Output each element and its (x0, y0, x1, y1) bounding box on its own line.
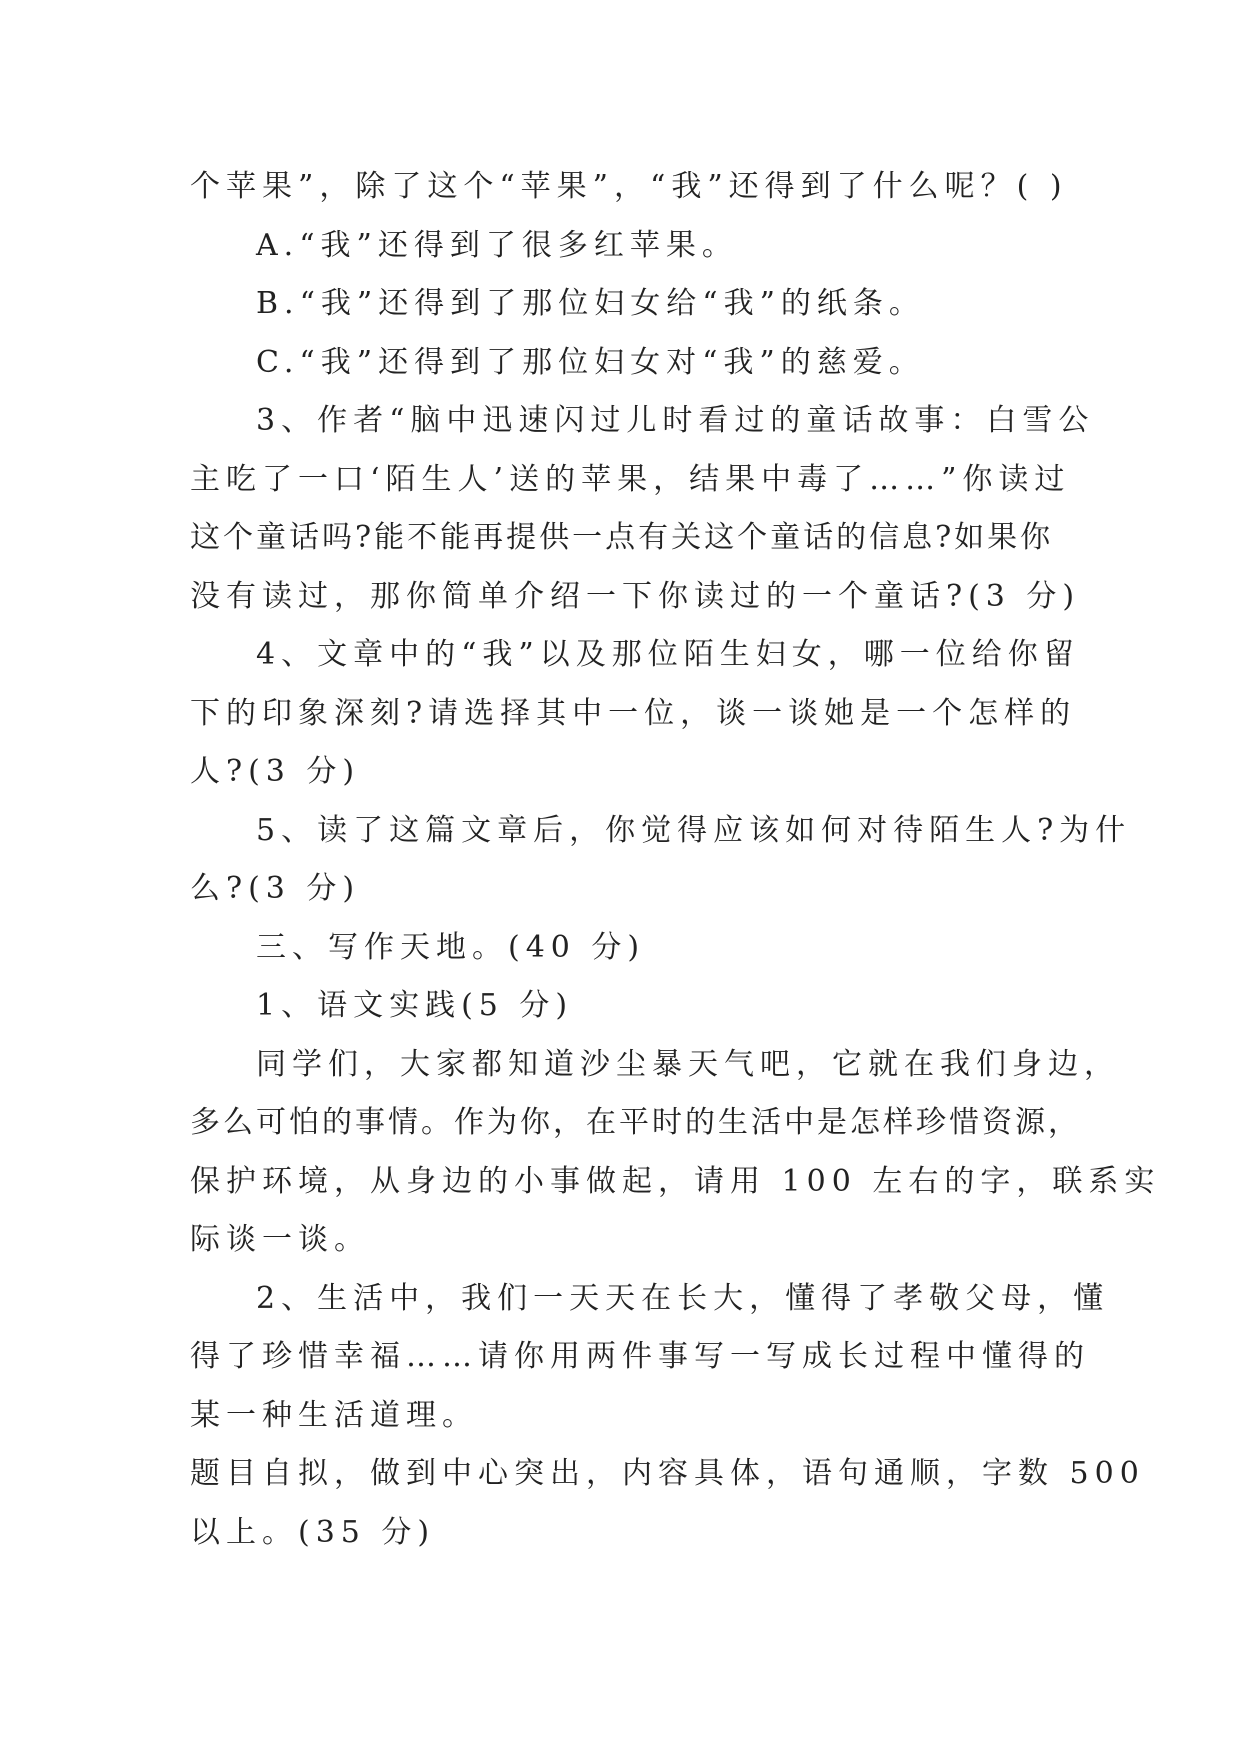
question-5: 5、读了这篇文章后，你觉得应该如何对待陌生人?为什 (256, 812, 1132, 848)
option-a: A.“我”还得到了很多红苹果。 (256, 227, 738, 263)
question-3: 3、作者“脑中迅速闪过儿时看过的童话故事：白雪公 (256, 403, 1095, 438)
text-line: 以上。(35 分) (190, 1514, 436, 1550)
text-line: 保护环境，从身边的小事做起，请用 100 左右的字，联系实 (190, 1163, 1161, 1199)
section-heading: 三、写作天地。(40 分) (256, 929, 646, 965)
document-page (190, 158, 1161, 1562)
text-line: 同学们，大家都知道沙尘暴天气吧，它就在我们身边， (256, 1046, 1120, 1082)
text-line: 主吃了一口‘陌生人’送的苹果，结果中毒了……”你读过 (190, 461, 1071, 497)
text-line: 人?(3 分) (190, 754, 361, 789)
subsection-heading: 1、语文实践(5 分) (256, 988, 574, 1023)
text-line: 这个童话吗?能不能再提供一点有关这个童话的信息?如果你 (190, 520, 1054, 555)
text-line: 多么可怕的事情。作为你，在平时的生活中是怎样珍惜资源， (190, 1105, 1081, 1140)
writing-task-2: 2、生活中，我们一天天在长大，懂得了孝敬父母，懂 (256, 1280, 1110, 1316)
question-4: 4、文章中的“我”以及那位陌生妇女，哪一位给你留 (256, 637, 1080, 672)
text-line: 某一种生活道理。 (190, 1397, 478, 1433)
option-c: C.“我”还得到了那位妇女对“我”的慈爱。 (256, 344, 925, 380)
text-line: 没有读过，那你简单介绍一下你读过的一个童话?(3 分) (190, 578, 1081, 614)
text-line: 际谈一谈。 (190, 1222, 370, 1257)
text-line: 个苹果”，除了这个“苹果”，“我”还得到了什么呢？( ) (190, 169, 1068, 204)
text-line: 下的印象深刻?请选择其中一位，谈一谈她是一个怎样的 (190, 695, 1077, 731)
option-b: B.“我”还得到了那位妇女给“我”的纸条。 (256, 286, 925, 321)
text-line: 题目自拟，做到中心突出，内容具体，语句通顺，字数 500 (190, 1456, 1145, 1491)
text-line: 么?(3 分) (190, 871, 361, 906)
text-line: 得了珍惜幸福……请你用两件事写一写成长过程中懂得的 (190, 1339, 1090, 1374)
